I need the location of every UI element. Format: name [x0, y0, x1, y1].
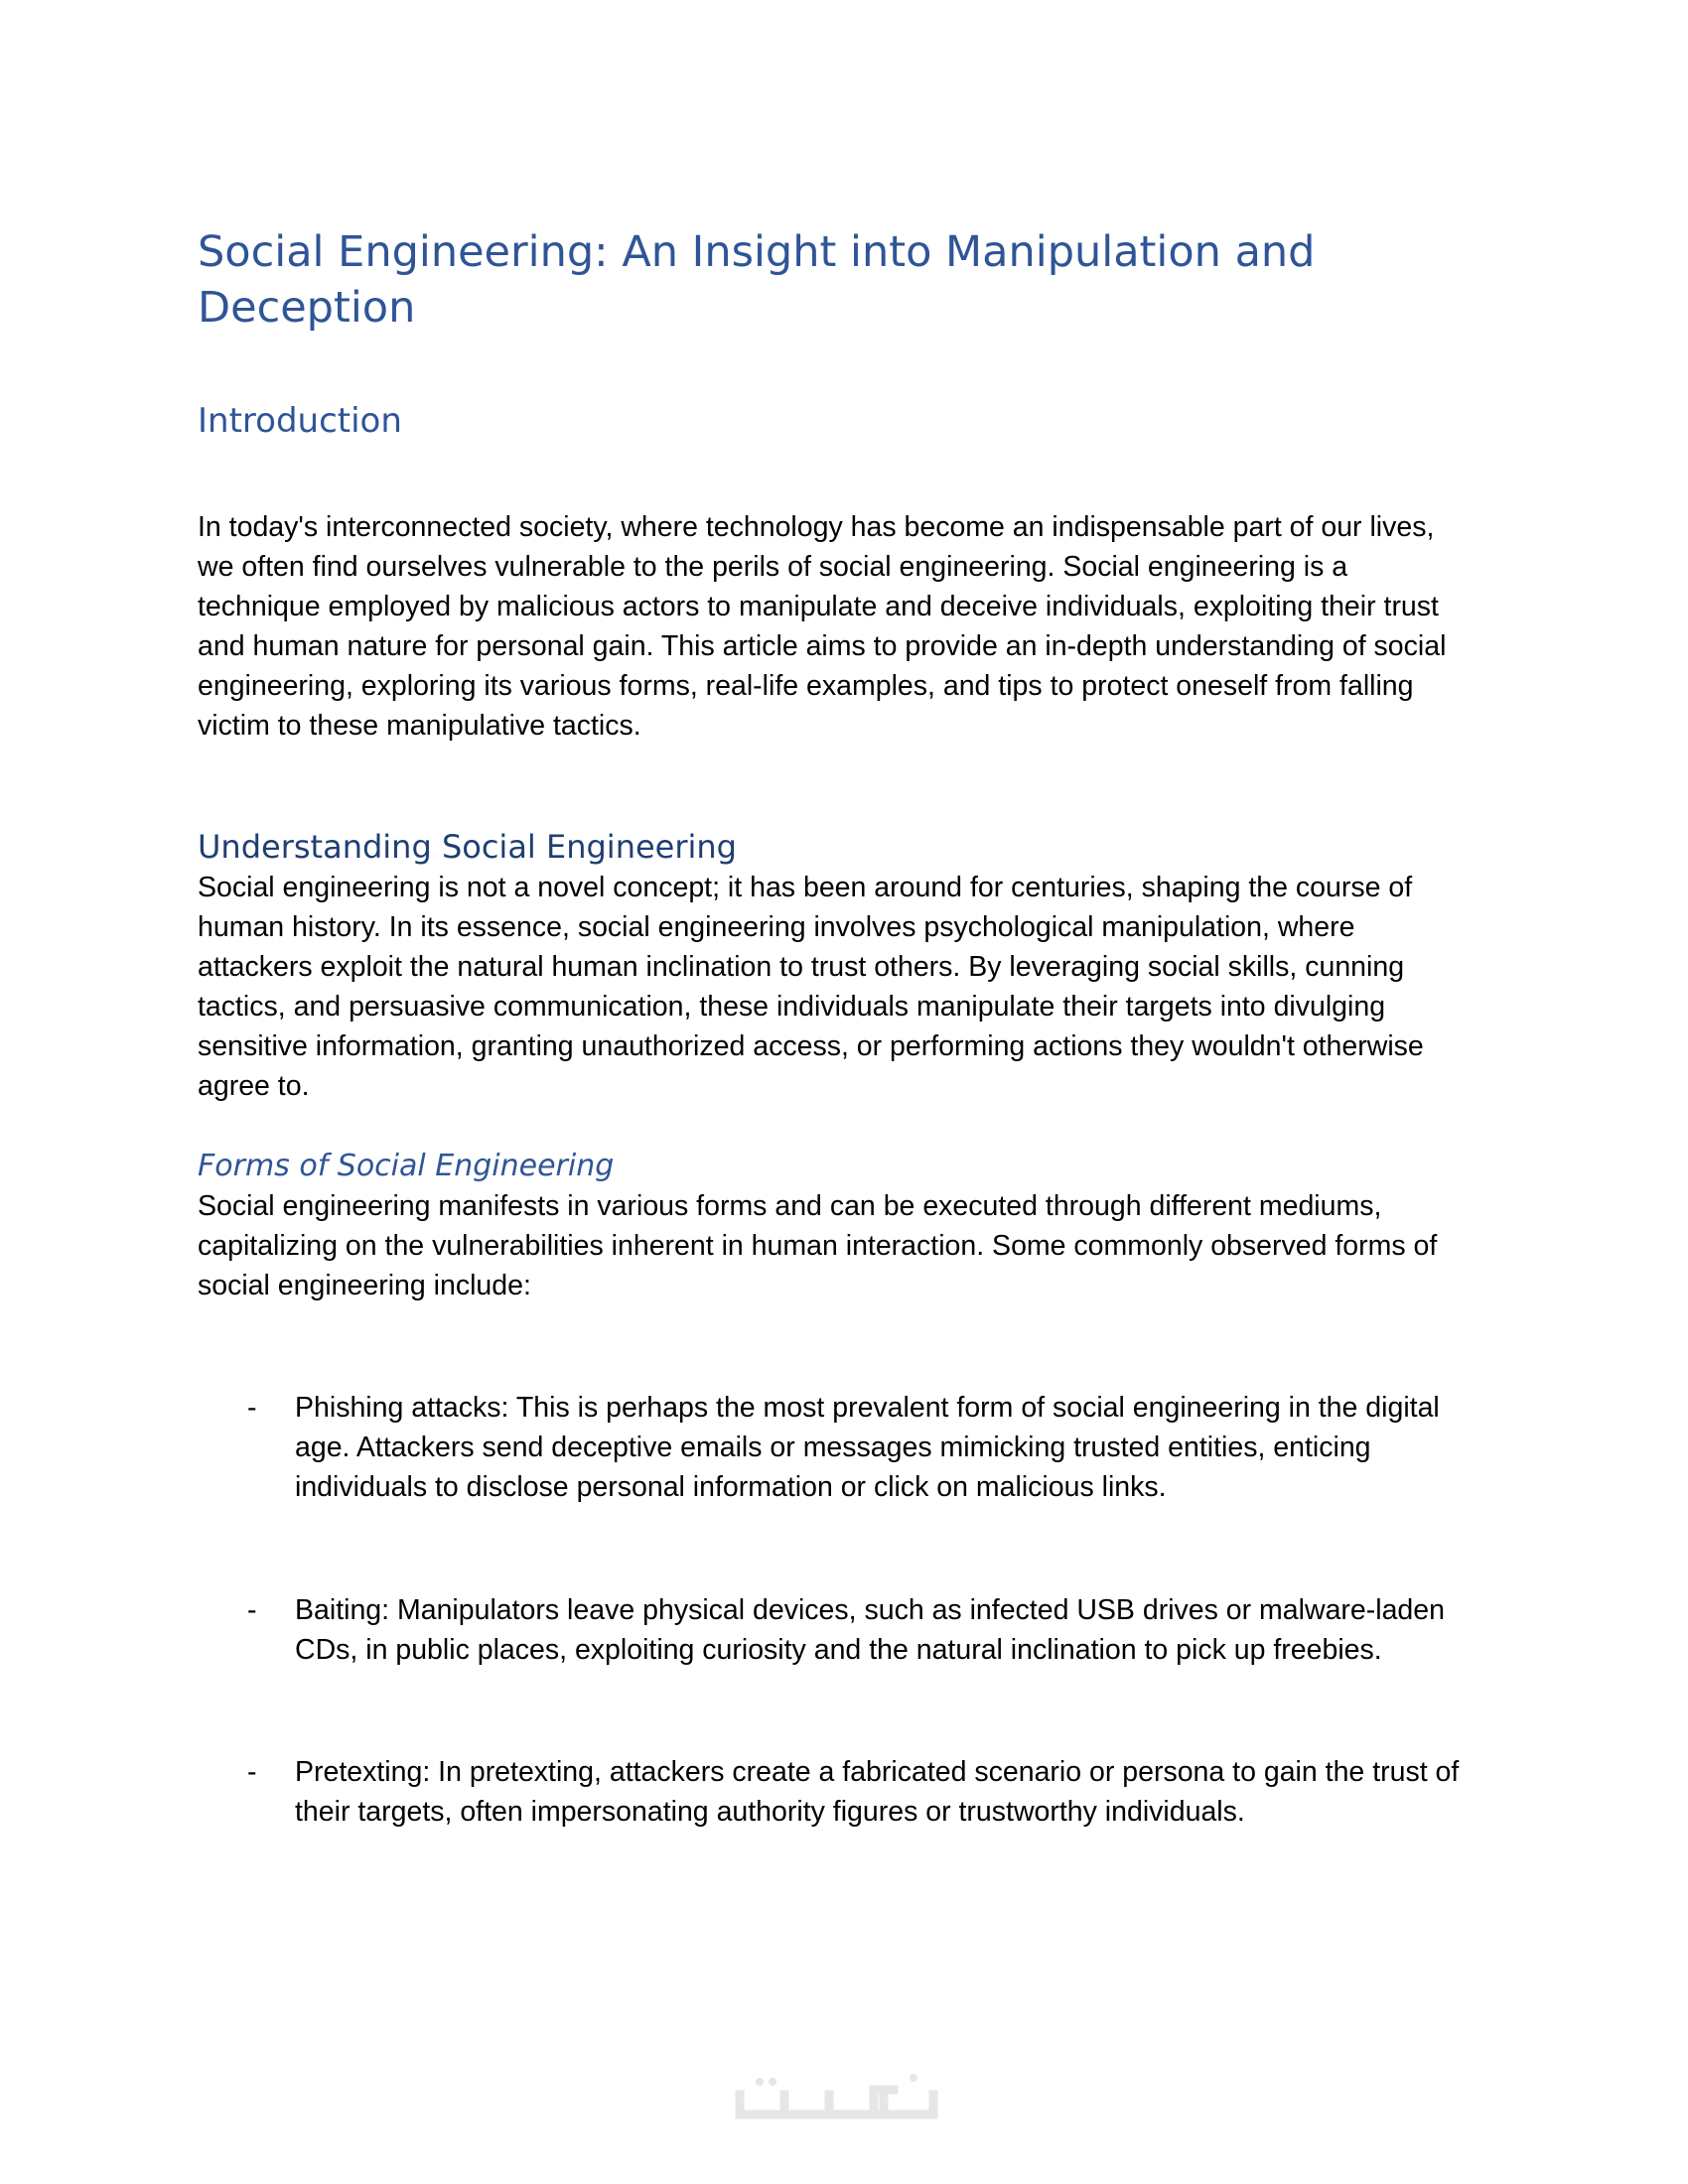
bullet-dash: - — [247, 1756, 257, 1788]
list-item-text: Pretexting: In pretexting, attackers create a fabricated scenario or persona to gain the trust of their targets, often impersonating authority figures or trustworthy individuals. — [295, 1756, 1460, 1828]
document-title: Social Engineering: An Insight into Manipulation and Deception — [198, 227, 1316, 333]
paragraph-understanding: Social engineering is not a novel concept; it has been around for centuries, shaping the course of human history. In its essence, social engineering involves psychological manipulation, where attackers exploit the natural human inclination to trust others. By leveraging social skills, cunning tactics, and persuasive communication, these individuals manipulate their targets into divulging sensitive information, granting unauthorized access, or performing actions they wouldn't otherwise agree to. — [198, 872, 1424, 1102]
heading-forms: Forms of Social Engineering — [198, 1149, 615, 1183]
heading-understanding: Understanding Social Engineering — [198, 828, 737, 866]
heading-introduction: Introduction — [198, 401, 402, 441]
paragraph-forms: Social engineering manifests in various forms and can be executed through different mediums, capitalizing on the vulnerabilities inherent in human interaction. Some commonly observed forms of social engineering include: — [198, 1190, 1438, 1301]
watermark-logo — [735, 2070, 943, 2129]
bullet-dash: - — [247, 1594, 257, 1626]
bullet-dash: - — [247, 1392, 257, 1424]
paragraph-introduction: In today's interconnected society, where technology has become an indispensable part of our lives, we often find ourselves vulnerable to the perils of social engineering. Social engineering is a technique employed by malicious actors to manipulate and deceive individuals, exploiting their trust and human nature for personal gain. This article aims to provide an in-depth understanding of social engineering, exploring its various forms, real-life examples, and tips to protect oneself from falling victim to these manipulative tactics. — [198, 511, 1447, 742]
list-item-text: Baiting: Manipulators leave physical devices, such as infected USB drives or malware-laden CDs, in public places, exploiting curiosity and the natural inclination to pick up freebies. — [295, 1594, 1445, 1666]
list-item-text: Phishing attacks: This is perhaps the most prevalent form of social engineering in the digital age. Attackers send deceptive emails or messages mimicking trusted entities, enticing individuals to disclose personal information or click on malicious links. — [295, 1392, 1440, 1503]
